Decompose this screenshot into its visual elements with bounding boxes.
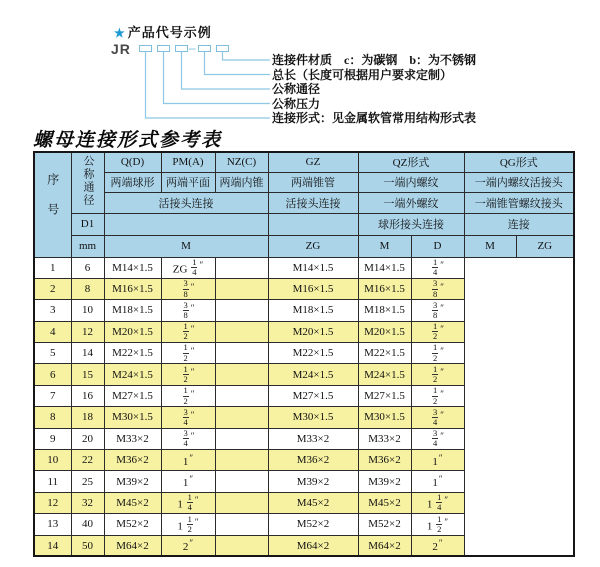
inch-mark: ″ bbox=[438, 452, 443, 463]
cell-dn: 15 bbox=[71, 364, 104, 385]
fraction: $\frac{3}{8}$ bbox=[433, 299, 438, 320]
inch-mark: ″ bbox=[190, 324, 195, 335]
cell-qg-m: M24×1.5 bbox=[358, 364, 411, 385]
cell-gz-zg bbox=[161, 300, 215, 321]
cell-qg-m: M20×1.5 bbox=[358, 321, 411, 342]
table-row bbox=[34, 300, 574, 321]
cell-m: M36×2 bbox=[104, 450, 161, 471]
header-cell: D bbox=[411, 235, 464, 257]
header-cell: 两端内锥 bbox=[215, 172, 268, 192]
cell-gz-zg bbox=[161, 407, 215, 428]
cell-qg-m: M27×1.5 bbox=[358, 385, 411, 406]
cell-seq: 9 bbox=[34, 428, 71, 449]
fraction: $\frac{1}{2}$ bbox=[183, 321, 188, 342]
cell-qg-zg: 1″ bbox=[411, 450, 464, 471]
connector-line bbox=[146, 51, 271, 118]
cell-qg-m: M16×1.5 bbox=[358, 278, 411, 299]
cell-qz-d: M24×1.5 bbox=[268, 364, 358, 385]
header-label: 序号 bbox=[45, 173, 60, 234]
cell-m: M27×1.5 bbox=[104, 385, 161, 406]
header-cell: NZ(C) bbox=[215, 152, 268, 172]
cell-m: M14×1.5 bbox=[104, 257, 161, 278]
cell-qz-m bbox=[215, 450, 268, 471]
inch-mark: ″ bbox=[440, 260, 444, 271]
header-cell: M bbox=[464, 235, 516, 257]
cell-qz-d: M20×1.5 bbox=[268, 321, 358, 342]
fraction: $\frac{3}{8}$ bbox=[433, 278, 438, 299]
inch-mark: ″ bbox=[189, 452, 194, 463]
cell-seq: 7 bbox=[34, 385, 71, 406]
cell-seq: 5 bbox=[34, 343, 71, 364]
inch-mark: ″ bbox=[199, 260, 204, 271]
header-cell: PM(A) bbox=[161, 152, 215, 172]
table-row bbox=[34, 257, 574, 278]
cell-qg-m: M22×1.5 bbox=[358, 343, 411, 364]
header-cell: 连接 bbox=[464, 213, 574, 235]
inch-mark: ″ bbox=[444, 516, 449, 527]
cell-qg-zg bbox=[411, 343, 464, 364]
cell-seq: 13 bbox=[34, 514, 71, 535]
cell-dn: 12 bbox=[71, 321, 104, 342]
cell-qz-m bbox=[215, 364, 268, 385]
cell-dn: 22 bbox=[71, 450, 104, 471]
cell-dn: 25 bbox=[71, 471, 104, 492]
cell-seq: 4 bbox=[34, 321, 71, 342]
cell-gz-zg bbox=[161, 343, 215, 364]
cell-qz-d: M39×2 bbox=[268, 471, 358, 492]
cell-qg-m: M33×2 bbox=[358, 428, 411, 449]
inch-mark: ″ bbox=[440, 345, 444, 356]
cell-qz-d: M27×1.5 bbox=[268, 385, 358, 406]
cell-qg-zg: 1 $\frac{1}{4}$ ″ bbox=[411, 492, 464, 513]
cell-qz-d: M45×2 bbox=[268, 492, 358, 513]
header-cell: M bbox=[358, 235, 411, 257]
cell-m: M45×2 bbox=[104, 492, 161, 513]
table-row bbox=[34, 278, 574, 299]
product-code-prefix: JR bbox=[111, 41, 131, 57]
connector-line bbox=[164, 51, 271, 104]
inch-mark: ″ bbox=[194, 516, 199, 527]
code-label-connection-form: 连接形式：见金属软管常用结构形式表 bbox=[272, 111, 477, 125]
code-label-nominal-pressure: 公称压力 bbox=[272, 96, 321, 111]
cell-qz-m bbox=[215, 278, 268, 299]
fraction: $\frac{3}{8}$ bbox=[183, 299, 188, 320]
cell-qg-m: M45×2 bbox=[358, 492, 411, 513]
inch-mark: ″ bbox=[194, 495, 199, 506]
cell-qz-d: M30×1.5 bbox=[268, 407, 358, 428]
cell-seq: 1 bbox=[34, 257, 71, 278]
cell-qz-d: M22×1.5 bbox=[268, 343, 358, 364]
cell-qz-m bbox=[215, 407, 268, 428]
fraction: $\frac{1}{2}$ bbox=[433, 342, 438, 363]
header-cell: 一端内螺纹活接头 bbox=[464, 172, 574, 192]
cell-seq: 14 bbox=[34, 535, 71, 556]
cell-qg-zg: 1″ bbox=[411, 471, 464, 492]
cell-qz-d: M36×2 bbox=[268, 450, 358, 471]
fraction: $\frac{3}{4}$ bbox=[433, 428, 438, 449]
header-cell bbox=[71, 152, 104, 213]
inch-mark: ″ bbox=[444, 495, 449, 506]
cell-qz-m bbox=[215, 471, 268, 492]
inch-mark: ″ bbox=[190, 302, 195, 313]
table-row bbox=[34, 343, 574, 364]
header-cell: D1 bbox=[71, 213, 104, 235]
cell-qg-m: M52×2 bbox=[358, 514, 411, 535]
fraction: $\frac{3}{8}$ bbox=[183, 278, 188, 299]
cell-gz-zg: 1″ bbox=[161, 450, 215, 471]
cell-seq: 11 bbox=[34, 471, 71, 492]
header-row bbox=[34, 213, 574, 235]
header-cell: GZ bbox=[268, 152, 358, 172]
cell-gz-zg: 2″ bbox=[161, 535, 215, 556]
header-cell: 活接头连接 bbox=[104, 192, 268, 213]
header-row bbox=[34, 152, 574, 172]
cell-gz-zg bbox=[161, 428, 215, 449]
cell-qg-zg bbox=[411, 300, 464, 321]
connector-line bbox=[205, 51, 271, 75]
code-label-nominal-diameter: 公称通径 bbox=[272, 82, 321, 96]
cell-qz-m bbox=[215, 385, 268, 406]
inch-mark: ″ bbox=[190, 409, 195, 420]
code-label-length: 总长（长度可根据用户要求定制） bbox=[272, 67, 453, 82]
cell-qz-d: M14×1.5 bbox=[268, 257, 358, 278]
header-row bbox=[34, 235, 574, 257]
header-cell: 一端锥管螺纹接头 bbox=[464, 192, 574, 213]
header-cell: 两端锥管 bbox=[268, 172, 358, 192]
inch-mark: ″ bbox=[190, 345, 195, 356]
cell-qz-m bbox=[215, 343, 268, 364]
cell-qg-zg bbox=[411, 321, 464, 342]
cell-dn: 6 bbox=[71, 257, 104, 278]
header-cell: Q(D) bbox=[104, 152, 161, 172]
cell-m: M18×1.5 bbox=[104, 300, 161, 321]
header-label: 公称通径 bbox=[82, 155, 94, 208]
inch-mark: ″ bbox=[440, 324, 444, 335]
cell-seq: 8 bbox=[34, 407, 71, 428]
cell-qz-d: M18×1.5 bbox=[268, 300, 358, 321]
cell-qz-d: M16×1.5 bbox=[268, 278, 358, 299]
table-row bbox=[34, 428, 574, 449]
cell-qz-m bbox=[215, 428, 268, 449]
table-body bbox=[34, 257, 574, 556]
header-row bbox=[34, 192, 574, 213]
table-row bbox=[34, 407, 574, 428]
cell-qg-m: M39×2 bbox=[358, 471, 411, 492]
inch-mark: ″ bbox=[440, 281, 444, 292]
cell-m: M39×2 bbox=[104, 471, 161, 492]
fraction: $\frac{1}{2}$ bbox=[433, 385, 438, 406]
cell-qg-m: M18×1.5 bbox=[358, 300, 411, 321]
cell-qg-zg: 2″ bbox=[411, 535, 464, 556]
inch-mark: ″ bbox=[190, 431, 195, 442]
inch-mark: ″ bbox=[189, 474, 194, 485]
cell-qz-m bbox=[215, 321, 268, 342]
cell-qz-m bbox=[215, 492, 268, 513]
connector-line bbox=[223, 51, 271, 60]
inch-mark: ″ bbox=[190, 388, 195, 399]
inch-mark: ″ bbox=[438, 538, 443, 549]
cell-qg-zg bbox=[411, 407, 464, 428]
cell-qz-d: M33×2 bbox=[268, 428, 358, 449]
cell-gz-zg: ZG $\frac{1}{4}$ ″ bbox=[161, 257, 215, 278]
inch-mark: ″ bbox=[190, 281, 195, 292]
table-row bbox=[34, 385, 574, 406]
fraction: $\frac{1}{2}$ bbox=[183, 385, 188, 406]
cell-qz-m bbox=[215, 535, 268, 556]
cell-qz-m bbox=[215, 257, 268, 278]
cell-dn: 14 bbox=[71, 343, 104, 364]
cell-qg-zg bbox=[411, 364, 464, 385]
cell-gz-zg bbox=[161, 321, 215, 342]
inch-mark: ″ bbox=[440, 302, 444, 313]
fraction: $\frac{3}{4}$ bbox=[433, 406, 438, 427]
inch-mark: ″ bbox=[440, 409, 444, 420]
header-cell: mm bbox=[71, 235, 104, 257]
cell-dn: 16 bbox=[71, 385, 104, 406]
cell-qg-zg bbox=[411, 278, 464, 299]
inch-mark: ″ bbox=[190, 367, 195, 378]
table-row bbox=[34, 364, 574, 385]
fraction: $\frac{1}{2}$ bbox=[187, 513, 192, 534]
header-cell: ZG bbox=[268, 235, 358, 257]
header-cell: 两端平面 bbox=[161, 172, 215, 192]
cell-gz-zg bbox=[161, 278, 215, 299]
header-cell: ZG bbox=[516, 235, 574, 257]
fraction: $\frac{3}{4}$ bbox=[183, 406, 188, 427]
cell-qz-d: M52×2 bbox=[268, 514, 358, 535]
cell-seq: 3 bbox=[34, 300, 71, 321]
fraction: $\frac{1}{4}$ bbox=[437, 492, 442, 513]
header-cell: M bbox=[104, 235, 268, 257]
fraction: $\frac{1}{2}$ bbox=[433, 321, 438, 342]
table-title: 螺母连接形式参考表 bbox=[33, 130, 223, 151]
inch-mark: ″ bbox=[440, 367, 444, 378]
cell-m: M20×1.5 bbox=[104, 321, 161, 342]
cell-qg-zg: 1 $\frac{1}{2}$ ″ bbox=[411, 514, 464, 535]
cell-qg-zg bbox=[411, 428, 464, 449]
code-labels bbox=[272, 53, 592, 126]
header-row bbox=[34, 172, 574, 192]
fraction: $\frac{3}{4}$ bbox=[183, 428, 188, 449]
cell-dn: 40 bbox=[71, 514, 104, 535]
table-row bbox=[34, 514, 574, 535]
header-cell: 一端内螺纹 bbox=[358, 172, 464, 192]
header-cell: 两端球形 bbox=[104, 172, 161, 192]
fraction: $\frac{1}{2}$ bbox=[183, 342, 188, 363]
connector-line bbox=[182, 51, 271, 89]
header-cell bbox=[34, 152, 71, 257]
cell-dn: 8 bbox=[71, 278, 104, 299]
header-cell bbox=[268, 213, 358, 235]
star-icon: ★ bbox=[114, 26, 126, 40]
cell-qg-zg bbox=[411, 257, 464, 278]
cell-gz-zg bbox=[161, 385, 215, 406]
cell-qz-d: M64×2 bbox=[268, 535, 358, 556]
cell-seq: 10 bbox=[34, 450, 71, 471]
header-cell: 活接头连接 bbox=[268, 192, 358, 213]
cell-m: M22×1.5 bbox=[104, 343, 161, 364]
header-cell bbox=[104, 213, 268, 235]
cell-qg-m: M30×1.5 bbox=[358, 407, 411, 428]
fraction: $\frac{1}{4}$ bbox=[192, 257, 197, 278]
cell-m: M16×1.5 bbox=[104, 278, 161, 299]
inch-mark: ″ bbox=[440, 431, 444, 442]
cell-m: M52×2 bbox=[104, 514, 161, 535]
cell-dn: 10 bbox=[71, 300, 104, 321]
cell-m: M33×2 bbox=[104, 428, 161, 449]
cell-m: M24×1.5 bbox=[104, 364, 161, 385]
table-row bbox=[34, 450, 574, 471]
table-row bbox=[34, 492, 574, 513]
cell-gz-zg: 1 $\frac{1}{4}$ ″ bbox=[161, 492, 215, 513]
table-row bbox=[34, 321, 574, 342]
header-cell: 球形接头连接 bbox=[358, 213, 464, 235]
cell-qg-m: M64×2 bbox=[358, 535, 411, 556]
cell-qg-zg bbox=[411, 385, 464, 406]
code-separator: – bbox=[189, 40, 196, 55]
cell-m: M30×1.5 bbox=[104, 407, 161, 428]
inch-mark: ″ bbox=[189, 538, 194, 549]
fraction: $\frac{1}{2}$ bbox=[433, 363, 438, 385]
fraction: $\frac{1}{2}$ bbox=[183, 363, 188, 385]
header-cell: QZ形式 bbox=[358, 152, 464, 172]
cell-gz-zg: 1″ bbox=[161, 471, 215, 492]
cell-qz-m bbox=[215, 514, 268, 535]
inch-mark: ″ bbox=[438, 474, 443, 485]
fraction: $\frac{1}{4}$ bbox=[433, 257, 438, 278]
cell-dn: 50 bbox=[71, 535, 104, 556]
product-code-title: 产品代号示例 bbox=[127, 25, 212, 40]
table-head bbox=[34, 152, 574, 257]
table-row bbox=[34, 471, 574, 492]
cell-dn: 32 bbox=[71, 492, 104, 513]
cell-qz-m bbox=[215, 300, 268, 321]
cell-seq: 12 bbox=[34, 492, 71, 513]
cell-dn: 18 bbox=[71, 407, 104, 428]
fraction: $\frac{1}{4}$ bbox=[187, 492, 192, 513]
table-row bbox=[34, 535, 574, 556]
code-label-material: 连接件材质 c：为碳钢 b：为不锈钢 bbox=[272, 53, 477, 67]
cell-seq: 2 bbox=[34, 278, 71, 299]
cell-m: M64×2 bbox=[104, 535, 161, 556]
cell-gz-zg: 1 $\frac{1}{2}$ ″ bbox=[161, 514, 215, 535]
fraction: $\frac{1}{2}$ bbox=[437, 513, 442, 534]
cell-gz-zg bbox=[161, 364, 215, 385]
header-cell: 一端外螺纹 bbox=[358, 192, 464, 213]
inch-mark: ″ bbox=[440, 388, 444, 399]
nut-connection-reference-table bbox=[33, 151, 575, 557]
header-cell: QG形式 bbox=[464, 152, 574, 172]
cell-dn: 20 bbox=[71, 428, 104, 449]
cell-qg-m: M14×1.5 bbox=[358, 257, 411, 278]
cell-qg-m: M36×2 bbox=[358, 450, 411, 471]
cell-seq: 6 bbox=[34, 364, 71, 385]
